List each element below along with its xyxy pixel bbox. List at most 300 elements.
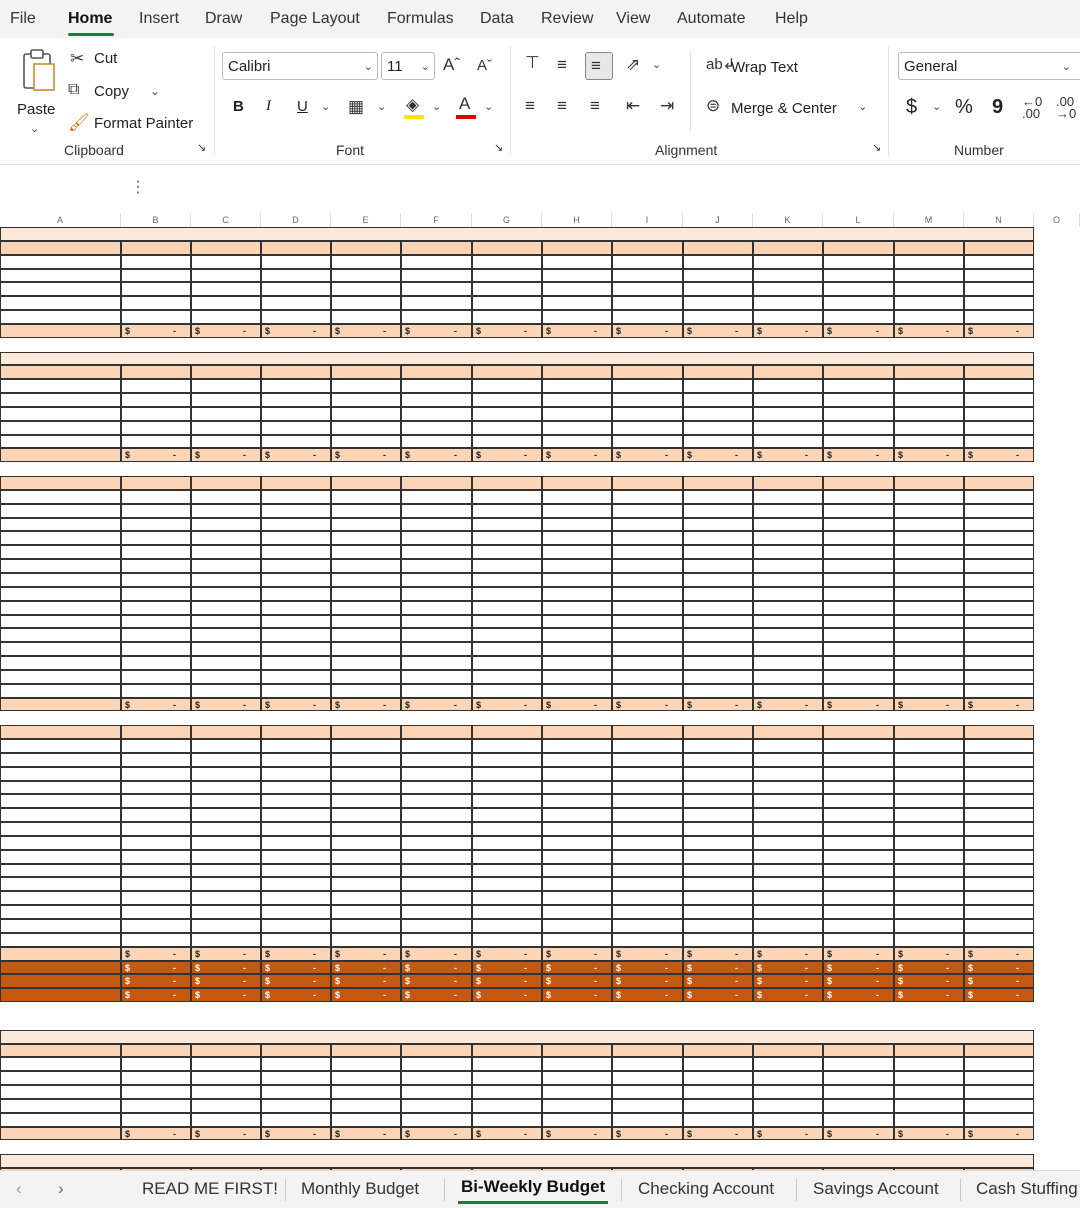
budget-cell[interactable] [401, 518, 472, 532]
budget-cell[interactable] [823, 670, 894, 684]
budget-cell[interactable] [894, 877, 964, 891]
row-label[interactable] [0, 587, 121, 601]
budget-cell[interactable] [191, 518, 261, 532]
row-label[interactable] [0, 296, 121, 310]
budget-cell[interactable] [894, 573, 964, 587]
budget-cell[interactable] [261, 767, 331, 781]
budget-cell[interactable] [823, 822, 894, 836]
budget-cell[interactable] [753, 1057, 823, 1071]
budget-cell[interactable] [823, 601, 894, 615]
budget-cell[interactable] [331, 435, 401, 449]
budget-cell[interactable] [542, 891, 612, 905]
budget-cell[interactable] [823, 1071, 894, 1085]
budget-cell[interactable] [331, 905, 401, 919]
budget-cell[interactable] [331, 1057, 401, 1071]
column-header[interactable]: K [753, 213, 823, 227]
budget-cell[interactable] [612, 933, 683, 947]
budget-cell[interactable] [261, 836, 331, 850]
menu-draw[interactable]: Draw [205, 10, 243, 27]
budget-cell[interactable] [472, 670, 542, 684]
budget-cell[interactable] [683, 919, 753, 933]
budget-cell[interactable] [612, 1113, 683, 1127]
budget-cell[interactable] [542, 670, 612, 684]
budget-cell[interactable] [261, 739, 331, 753]
budget-cell[interactable] [683, 781, 753, 795]
row-label[interactable] [0, 504, 121, 518]
budget-cell[interactable] [472, 1085, 542, 1099]
decrease-font-size-icon[interactable]: Aˇ [477, 57, 492, 74]
budget-cell[interactable] [261, 628, 331, 642]
budget-cell[interactable] [542, 601, 612, 615]
row-label[interactable] [0, 919, 121, 933]
menu-file[interactable]: File [10, 10, 36, 27]
date-header-cell[interactable] [121, 1044, 191, 1058]
date-header-cell[interactable] [331, 725, 401, 739]
budget-cell[interactable] [964, 1085, 1034, 1099]
budget-cell[interactable] [191, 1057, 261, 1071]
bold-button[interactable]: B [233, 98, 244, 115]
column-header[interactable]: B [121, 213, 191, 227]
budget-cell[interactable] [542, 628, 612, 642]
budget-cell[interactable] [894, 407, 964, 421]
budget-cell[interactable] [964, 1113, 1034, 1127]
budget-cell[interactable] [121, 822, 191, 836]
budget-cell[interactable] [683, 822, 753, 836]
budget-cell[interactable] [401, 670, 472, 684]
budget-cell[interactable] [261, 933, 331, 947]
budget-cell[interactable] [261, 435, 331, 449]
section-header-label[interactable] [0, 725, 121, 739]
budget-cell[interactable] [472, 393, 542, 407]
budget-cell[interactable] [261, 587, 331, 601]
budget-cell[interactable] [964, 573, 1034, 587]
row-label[interactable] [0, 836, 121, 850]
budget-cell[interactable] [894, 628, 964, 642]
row-label[interactable] [0, 933, 121, 947]
budget-cell[interactable] [261, 559, 331, 573]
budget-cell[interactable] [121, 684, 191, 698]
row-label[interactable] [0, 877, 121, 891]
menu-review[interactable]: Review [541, 10, 594, 27]
row-label[interactable] [0, 642, 121, 656]
budget-cell[interactable] [542, 490, 612, 504]
budget-cell[interactable] [753, 794, 823, 808]
menu-home[interactable]: Home [68, 10, 113, 27]
budget-cell[interactable] [331, 490, 401, 504]
budget-cell[interactable] [121, 601, 191, 615]
budget-cell[interactable] [612, 587, 683, 601]
budget-cell[interactable] [823, 877, 894, 891]
budget-cell[interactable] [401, 601, 472, 615]
budget-cell[interactable] [683, 1113, 753, 1127]
budget-cell[interactable] [191, 269, 261, 283]
date-header-cell[interactable] [401, 476, 472, 490]
budget-cell[interactable] [191, 1071, 261, 1085]
budget-cell[interactable] [964, 296, 1034, 310]
budget-cell[interactable] [191, 919, 261, 933]
budget-cell[interactable] [472, 794, 542, 808]
budget-cell[interactable] [401, 1085, 472, 1099]
decrease-indent-icon[interactable]: ⇤ [626, 96, 641, 115]
decrease-decimal-icon[interactable]: .00 →0 [1056, 94, 1077, 121]
budget-cell[interactable] [964, 282, 1034, 296]
budget-cell[interactable] [753, 393, 823, 407]
date-header-cell[interactable] [683, 365, 753, 379]
budget-cell[interactable] [121, 490, 191, 504]
font-color-button[interactable] [456, 96, 478, 118]
budget-cell[interactable] [894, 531, 964, 545]
sheet-tab-read-me-first[interactable]: READ ME FIRST! [142, 1179, 279, 1198]
budget-cell[interactable] [472, 1071, 542, 1085]
budget-cell[interactable] [472, 559, 542, 573]
budget-cell[interactable] [683, 296, 753, 310]
budget-cell[interactable] [191, 1099, 261, 1113]
budget-cell[interactable] [401, 919, 472, 933]
increase-indent-icon[interactable]: ⇥ [660, 96, 675, 115]
budget-cell[interactable] [894, 794, 964, 808]
budget-cell[interactable] [964, 670, 1034, 684]
budget-cell[interactable] [261, 255, 331, 269]
budget-cell[interactable] [753, 545, 823, 559]
budget-cell[interactable] [964, 794, 1034, 808]
budget-cell[interactable] [753, 642, 823, 656]
borders-icon[interactable]: ▦ [348, 97, 365, 116]
budget-cell[interactable] [894, 767, 964, 781]
budget-cell[interactable] [612, 822, 683, 836]
budget-cell[interactable] [683, 753, 753, 767]
budget-cell[interactable] [261, 393, 331, 407]
budget-cell[interactable] [542, 684, 612, 698]
budget-cell[interactable] [612, 684, 683, 698]
budget-cell[interactable] [823, 407, 894, 421]
comma-style-button[interactable]: 9 [992, 96, 1004, 118]
budget-cell[interactable] [261, 905, 331, 919]
spreadsheet-grid[interactable] [0, 213, 1080, 1170]
budget-cell[interactable] [331, 656, 401, 670]
budget-cell[interactable] [612, 573, 683, 587]
date-header-cell[interactable] [331, 476, 401, 490]
budget-cell[interactable] [401, 490, 472, 504]
budget-cell[interactable] [823, 296, 894, 310]
budget-cell[interactable] [894, 1057, 964, 1071]
budget-cell[interactable] [121, 531, 191, 545]
budget-cell[interactable] [121, 269, 191, 283]
budget-cell[interactable] [683, 656, 753, 670]
budget-cell[interactable] [331, 407, 401, 421]
budget-cell[interactable] [261, 518, 331, 532]
budget-cell[interactable] [472, 601, 542, 615]
budget-cell[interactable] [191, 296, 261, 310]
date-header-cell[interactable] [612, 476, 683, 490]
budget-cell[interactable] [121, 504, 191, 518]
budget-cell[interactable] [191, 753, 261, 767]
align-center-icon[interactable]: ≡ [557, 96, 567, 115]
budget-cell[interactable] [964, 518, 1034, 532]
budget-cell[interactable] [121, 573, 191, 587]
budget-cell[interactable] [472, 919, 542, 933]
budget-cell[interactable] [121, 1113, 191, 1127]
column-header[interactable]: N [964, 213, 1034, 227]
budget-cell[interactable] [121, 919, 191, 933]
budget-cell[interactable] [753, 933, 823, 947]
section-header-label[interactable] [0, 241, 121, 255]
budget-cell[interactable] [964, 587, 1034, 601]
budget-cell[interactable] [472, 836, 542, 850]
copy-dropdown-icon[interactable]: ⌄ [150, 84, 161, 98]
budget-cell[interactable] [121, 933, 191, 947]
budget-cell[interactable] [894, 490, 964, 504]
percent-style-button[interactable]: % [955, 96, 973, 118]
budget-cell[interactable] [964, 310, 1034, 324]
date-header-cell[interactable] [542, 1044, 612, 1058]
budget-cell[interactable] [894, 642, 964, 656]
budget-cell[interactable] [472, 1113, 542, 1127]
budget-cell[interactable] [894, 435, 964, 449]
budget-cell[interactable] [542, 573, 612, 587]
date-header-cell[interactable] [121, 725, 191, 739]
budget-cell[interactable] [261, 1085, 331, 1099]
budget-cell[interactable] [472, 379, 542, 393]
budget-cell[interactable] [823, 850, 894, 864]
align-left-icon[interactable]: ≡ [525, 96, 535, 115]
budget-cell[interactable] [753, 877, 823, 891]
budget-cell[interactable] [894, 1113, 964, 1127]
budget-cell[interactable] [823, 379, 894, 393]
budget-cell[interactable] [823, 628, 894, 642]
budget-cell[interactable] [542, 905, 612, 919]
budget-cell[interactable] [753, 822, 823, 836]
budget-cell[interactable] [472, 905, 542, 919]
budget-cell[interactable] [261, 781, 331, 795]
budget-cell[interactable] [121, 656, 191, 670]
budget-cell[interactable] [823, 919, 894, 933]
budget-cell[interactable] [683, 559, 753, 573]
date-header-cell[interactable] [683, 725, 753, 739]
budget-cell[interactable] [401, 933, 472, 947]
date-header-cell[interactable] [261, 1044, 331, 1058]
date-header-cell[interactable] [612, 241, 683, 255]
underline-button[interactable]: U [297, 98, 308, 115]
budget-cell[interactable] [472, 656, 542, 670]
budget-cell[interactable] [894, 310, 964, 324]
budget-cell[interactable] [401, 379, 472, 393]
date-header-cell[interactable] [401, 365, 472, 379]
budget-cell[interactable] [261, 877, 331, 891]
budget-cell[interactable] [191, 393, 261, 407]
budget-cell[interactable] [612, 1085, 683, 1099]
budget-cell[interactable] [472, 435, 542, 449]
budget-cell[interactable] [823, 393, 894, 407]
budget-cell[interactable] [964, 642, 1034, 656]
budget-cell[interactable] [121, 642, 191, 656]
budget-cell[interactable] [753, 310, 823, 324]
budget-cell[interactable] [191, 781, 261, 795]
budget-cell[interactable] [823, 435, 894, 449]
row-label[interactable] [0, 1113, 121, 1127]
date-header-cell[interactable] [191, 241, 261, 255]
budget-cell[interactable] [683, 684, 753, 698]
budget-cell[interactable] [472, 490, 542, 504]
budget-cell[interactable] [753, 919, 823, 933]
budget-cell[interactable] [612, 490, 683, 504]
budget-cell[interactable] [472, 864, 542, 878]
date-header-cell[interactable] [191, 1044, 261, 1058]
budget-cell[interactable] [823, 504, 894, 518]
date-header-cell[interactable] [612, 365, 683, 379]
more-options-icon[interactable]: ⋮ [130, 179, 146, 196]
budget-cell[interactable] [683, 421, 753, 435]
budget-cell[interactable] [191, 573, 261, 587]
row-label[interactable] [0, 1099, 121, 1113]
budget-cell[interactable] [191, 531, 261, 545]
budget-cell[interactable] [472, 421, 542, 435]
budget-cell[interactable] [612, 518, 683, 532]
budget-cell[interactable] [331, 421, 401, 435]
number-format-select[interactable] [898, 52, 1080, 80]
budget-cell[interactable] [191, 933, 261, 947]
budget-cell[interactable] [823, 836, 894, 850]
budget-cell[interactable] [472, 504, 542, 518]
budget-cell[interactable] [964, 891, 1034, 905]
budget-cell[interactable] [191, 794, 261, 808]
budget-cell[interactable] [331, 615, 401, 629]
budget-cell[interactable] [401, 310, 472, 324]
budget-cell[interactable] [401, 1057, 472, 1071]
budget-cell[interactable] [964, 504, 1034, 518]
scroll-tabs-left-icon[interactable]: ‹ [16, 1179, 22, 1198]
budget-cell[interactable] [401, 421, 472, 435]
budget-cell[interactable] [823, 282, 894, 296]
budget-cell[interactable] [121, 670, 191, 684]
budget-cell[interactable] [683, 670, 753, 684]
budget-cell[interactable] [964, 393, 1034, 407]
budget-cell[interactable] [331, 1071, 401, 1085]
budget-cell[interactable] [472, 877, 542, 891]
date-header-cell[interactable] [753, 365, 823, 379]
budget-cell[interactable] [542, 393, 612, 407]
budget-cell[interactable] [121, 545, 191, 559]
budget-cell[interactable] [683, 379, 753, 393]
budget-cell[interactable] [612, 255, 683, 269]
date-header-cell[interactable] [753, 476, 823, 490]
budget-cell[interactable] [753, 587, 823, 601]
budget-cell[interactable] [894, 933, 964, 947]
budget-cell[interactable] [331, 504, 401, 518]
budget-cell[interactable] [401, 531, 472, 545]
budget-cell[interactable] [612, 379, 683, 393]
row-label[interactable] [0, 670, 121, 684]
menu-insert[interactable]: Insert [139, 10, 180, 27]
budget-cell[interactable] [542, 781, 612, 795]
budget-cell[interactable] [612, 310, 683, 324]
budget-cell[interactable] [753, 864, 823, 878]
row-label[interactable] [0, 808, 121, 822]
budget-cell[interactable] [823, 310, 894, 324]
budget-cell[interactable] [964, 933, 1034, 947]
budget-cell[interactable] [331, 808, 401, 822]
budget-cell[interactable] [472, 282, 542, 296]
budget-cell[interactable] [823, 587, 894, 601]
budget-cell[interactable] [191, 255, 261, 269]
budget-cell[interactable] [121, 615, 191, 629]
budget-cell[interactable] [823, 933, 894, 947]
budget-cell[interactable] [121, 421, 191, 435]
row-label[interactable] [0, 684, 121, 698]
budget-cell[interactable] [542, 504, 612, 518]
budget-cell[interactable] [894, 753, 964, 767]
budget-cell[interactable] [401, 891, 472, 905]
budget-cell[interactable] [472, 808, 542, 822]
budget-cell[interactable] [753, 670, 823, 684]
budget-cell[interactable] [753, 601, 823, 615]
budget-cell[interactable] [542, 877, 612, 891]
budget-cell[interactable] [683, 587, 753, 601]
budget-cell[interactable] [612, 1071, 683, 1085]
budget-cell[interactable] [261, 808, 331, 822]
budget-cell[interactable] [121, 587, 191, 601]
budget-cell[interactable] [401, 545, 472, 559]
budget-cell[interactable] [331, 919, 401, 933]
budget-cell[interactable] [542, 531, 612, 545]
budget-cell[interactable] [331, 269, 401, 283]
budget-cell[interactable] [472, 255, 542, 269]
budget-cell[interactable] [191, 642, 261, 656]
budget-cell[interactable] [894, 587, 964, 601]
budget-cell[interactable] [261, 310, 331, 324]
budget-cell[interactable] [612, 864, 683, 878]
budget-cell[interactable] [612, 850, 683, 864]
budget-cell[interactable] [823, 255, 894, 269]
budget-cell[interactable] [261, 891, 331, 905]
budget-cell[interactable] [261, 919, 331, 933]
budget-cell[interactable] [261, 1113, 331, 1127]
budget-cell[interactable] [331, 739, 401, 753]
budget-cell[interactable] [753, 1113, 823, 1127]
budget-cell[interactable] [191, 407, 261, 421]
budget-cell[interactable] [964, 656, 1034, 670]
date-header-cell[interactable] [894, 241, 964, 255]
increase-decimal-icon[interactable]: ←0 .00 [1022, 94, 1043, 121]
align-middle-icon[interactable]: ≡ [557, 55, 567, 74]
clipboard-launcher-icon[interactable]: ↘ [197, 142, 207, 154]
budget-cell[interactable] [964, 615, 1034, 629]
budget-cell[interactable] [401, 753, 472, 767]
budget-cell[interactable] [683, 905, 753, 919]
budget-cell[interactable] [121, 1071, 191, 1085]
budget-cell[interactable] [401, 808, 472, 822]
budget-cell[interactable] [964, 836, 1034, 850]
budget-cell[interactable] [683, 628, 753, 642]
budget-cell[interactable] [823, 545, 894, 559]
budget-cell[interactable] [894, 255, 964, 269]
budget-cell[interactable] [894, 739, 964, 753]
font-name-select[interactable] [222, 52, 378, 80]
row-label[interactable] [0, 1085, 121, 1099]
budget-cell[interactable] [612, 407, 683, 421]
budget-cell[interactable] [612, 504, 683, 518]
budget-cell[interactable] [894, 850, 964, 864]
budget-cell[interactable] [542, 933, 612, 947]
budget-cell[interactable] [331, 1113, 401, 1127]
budget-cell[interactable] [191, 684, 261, 698]
budget-cell[interactable] [472, 587, 542, 601]
budget-cell[interactable] [472, 296, 542, 310]
budget-cell[interactable] [894, 864, 964, 878]
budget-cell[interactable] [472, 684, 542, 698]
budget-cell[interactable] [683, 490, 753, 504]
budget-cell[interactable] [261, 864, 331, 878]
row-label[interactable] [0, 601, 121, 615]
